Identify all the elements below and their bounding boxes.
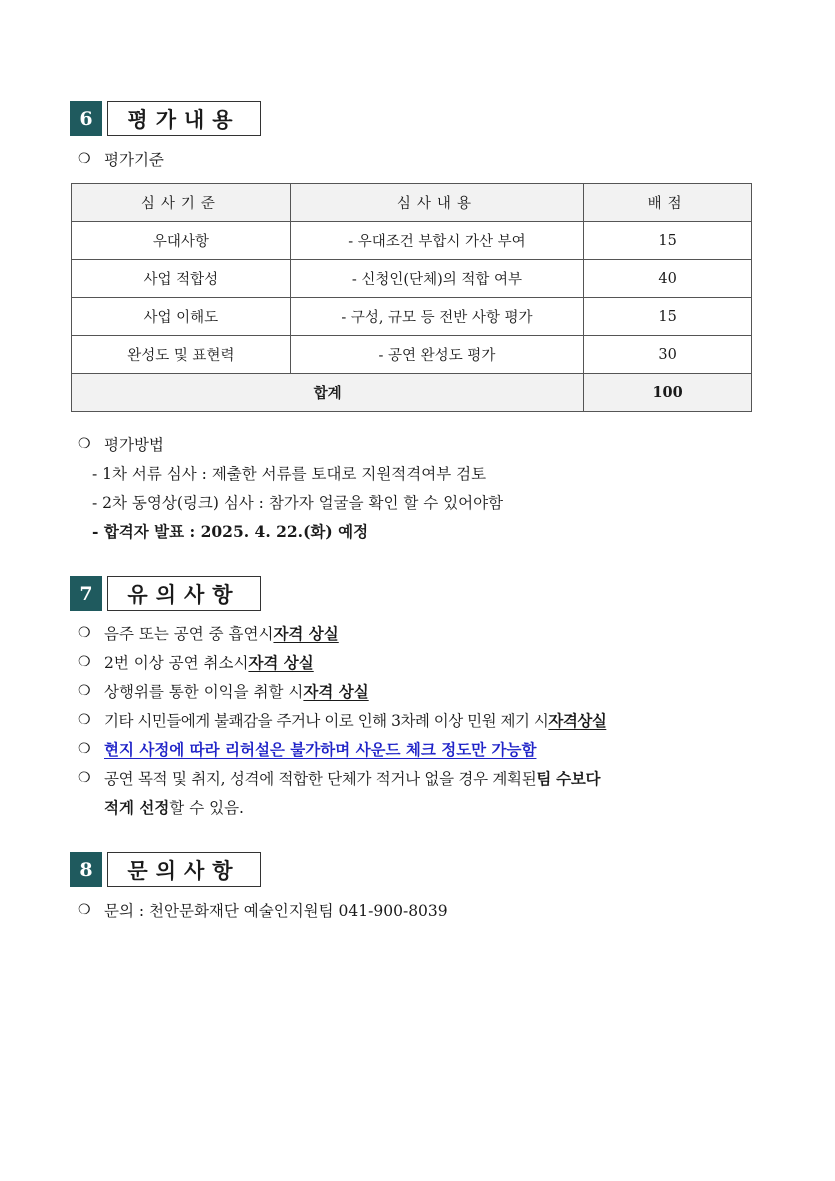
notice-text: 2번 이상 공연 취소시	[104, 654, 249, 672]
bullet-icon: ❍	[78, 712, 91, 728]
contact-text: 문의 : 천안문화재단 예술인지원팀 041-900-8039	[104, 902, 448, 920]
table-row	[72, 336, 752, 374]
method-heading-text: 평가방법	[104, 436, 164, 454]
notice-item-rehearsal	[78, 738, 536, 760]
table-total-row	[72, 374, 752, 412]
section-title: 유의사항	[107, 576, 261, 611]
cell-content: - 구성, 규모 등 전반 사항 평가	[290, 298, 584, 336]
table-row	[72, 298, 752, 336]
notice-item	[78, 651, 314, 673]
method-heading	[78, 433, 164, 455]
method-item: - 1차 서류 심사 : 제출한 서류를 토대로 지원적격여부 검토	[92, 465, 487, 483]
notice-text: 공연 목적 및 취지, 성격에 적합한 단체가 적거나 없을 경우 계획된	[104, 770, 537, 788]
bullet-icon: ❍	[78, 683, 91, 699]
notice-item	[78, 622, 339, 644]
total-label: 합계	[72, 374, 584, 412]
bullet-icon: ❍	[78, 741, 91, 757]
section-6-header	[70, 101, 261, 136]
cell-score: 30	[584, 336, 752, 374]
notice-item	[78, 680, 369, 702]
header-criterion: 심사기준	[72, 184, 291, 222]
evaluation-table	[71, 183, 752, 412]
bullet-icon: ❍	[78, 654, 91, 670]
table-row	[72, 260, 752, 298]
section-number: 8	[70, 852, 102, 887]
notice-text: 음주 또는 공연 중 흡연시	[104, 625, 274, 643]
notice-item	[78, 709, 606, 731]
contact-item	[78, 899, 448, 921]
notice-emphasis: 자격 상실	[303, 682, 369, 701]
cell-score: 40	[584, 260, 752, 298]
cell-content: - 우대조건 부합시 가산 부여	[290, 222, 584, 260]
total-score: 100	[584, 374, 752, 412]
bullet-icon: ❍	[78, 770, 91, 786]
notice-emphasis: 자격 상실	[248, 653, 314, 672]
notice-item-continued	[104, 796, 244, 818]
bullet-icon: ❍	[78, 151, 91, 167]
cell-criterion: 우대사항	[72, 222, 291, 260]
cell-content: - 신청인(단체)의 적합 여부	[290, 260, 584, 298]
notice-text: 상행위를 통한 이익을 취할 시	[104, 683, 304, 701]
method-item: - 2차 동영상(링크) 심사 : 참가자 얼굴을 확인 할 수 있어야함	[92, 494, 504, 512]
section-8-header	[70, 852, 261, 887]
method-item-announcement: - 합격자 발표 : 2025. 4. 22.(화) 예정	[92, 522, 369, 541]
cell-content: - 공연 완성도 평가	[290, 336, 584, 374]
section-title: 문의사항	[107, 852, 261, 887]
table-header-row	[72, 184, 752, 222]
cell-criterion: 사업 이해도	[72, 298, 291, 336]
cell-score: 15	[584, 298, 752, 336]
bullet-icon: ❍	[78, 902, 91, 918]
header-content: 심사내용	[290, 184, 584, 222]
criteria-heading	[78, 148, 164, 170]
bullet-icon: ❍	[78, 625, 91, 641]
cell-criterion: 완성도 및 표현력	[72, 336, 291, 374]
notice-text-tail: 할 수 있음.	[169, 799, 244, 817]
notice-item	[78, 767, 600, 789]
notice-text: 기타 시민들에게 불쾌감을 주거나 이로 인해 3차례 이상 민원 제기 시	[104, 712, 549, 730]
notice-emphasis: 자격상실	[548, 711, 607, 730]
section-number: 6	[70, 101, 102, 136]
notice-emphasis: 자격 상실	[273, 624, 339, 643]
cell-criterion: 사업 적합성	[72, 260, 291, 298]
table-row	[72, 222, 752, 260]
criteria-heading-text: 평가기준	[104, 151, 164, 169]
notice-emphasis: 적게 선정	[104, 798, 170, 817]
section-7-header	[70, 576, 261, 611]
section-title: 평가내용	[107, 101, 261, 136]
section-number: 7	[70, 576, 102, 611]
notice-text-highlight: 현지 사정에 따라 리허설은 불가하며 사운드 체크 정도만 가능함	[104, 740, 537, 759]
notice-emphasis: 팀 수보다	[536, 769, 601, 788]
cell-score: 15	[584, 222, 752, 260]
bullet-icon: ❍	[78, 436, 91, 452]
header-score: 배점	[584, 184, 752, 222]
